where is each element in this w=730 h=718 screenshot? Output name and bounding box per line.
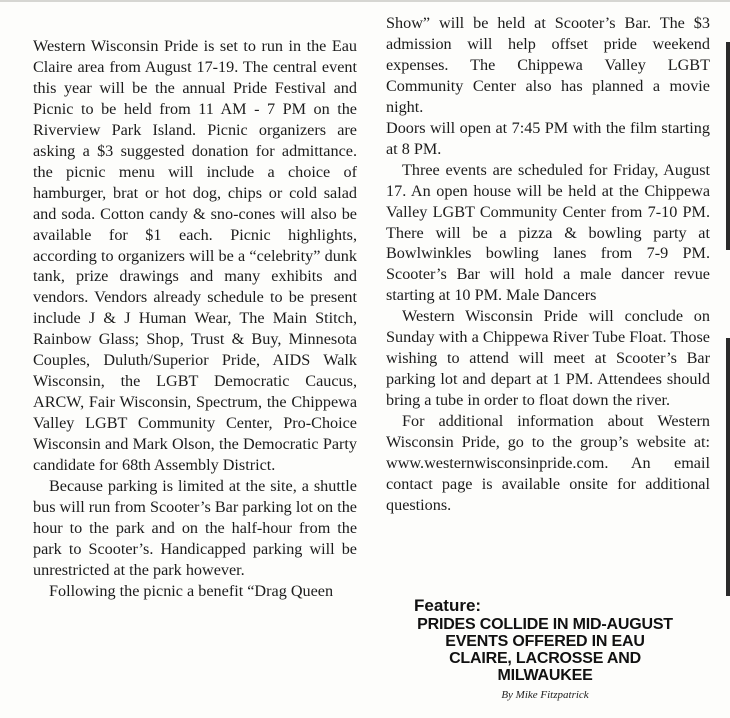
column-rule-upper (726, 42, 730, 250)
paragraph-intro: Western Wisconsin Pride is set to run in the Eau Claire area from August 17-19. The central event this year will be the annual Pride Festival and Picnic to be held from 11 AM - 7 PM on the Riverview Park Island. Picnic organizers are asking a $3 suggested donation for admittance. the picnic menu will include a choice of hamburger, brat or hot dog, chips or cold salad and soda. Cotton candy & sno-cones will also be available for $1 each. Picnic highlights, according to organizers will be a “celebrity” dunk tank, prize drawings and many exhibits and vendors. Vendors already schedule to be present include J & J Human Wear, The Main Stitch, Rainbow Glass; Shop, Trust & Buy, Minnesota Couples, Duluth/Superior Pride, AIDS Walk Wisconsin, the LGBT Democratic Caucus, ARCW, Fair Wisconsin, Spectrum, the Chippewa Valley LGBT Community Center, Pro-Choice Wisconsin and Mark Olson, the Democratic Party candidate for 68th Assembly District. (33, 37, 357, 475)
paragraph-sunday-float: Western Wisconsin Pride will conclude on Sunday with a Chippewa River Tube Float. Those wishing to attend will meet at Scooter’s Bar parking lot and depart at 1 PM. Attendees should bring a tube in order to float down the river. (386, 307, 710, 410)
byline: By Mike Fitzpatrick (501, 689, 589, 701)
headline-line: CLAIRE, LACROSSE AND (449, 650, 641, 667)
top-divider (0, 0, 730, 2)
paragraph-drag-show-cont: Show” will be held at Scooter’s Bar. The $3 admission will help offset pride weekend expenses. The Chippewa Valley LGBT Community Center also has planned a movie night. (386, 14, 710, 116)
paragraph-movie-night: Doors will open at 7:45 PM with the film starting at 8 PM. (386, 118, 710, 158)
column-rule-lower (726, 338, 730, 596)
article-column-right (386, 13, 710, 595)
headline-line: EVENTS OFFERED IN EAU (445, 633, 645, 650)
paragraph-friday-events: Three events are scheduled for Friday, August 17. An open house will be held at the Chippewa Valley LGBT Community Center from 7-10 PM. There will be a pizza & bowling party at Bowlwinkles bowling lanes from 7-9 PM. Scooter’s Bar will hold a male dancer revue starting at 10 PM. Male Dancers (386, 160, 710, 305)
headline-line: MILWAUKEE (497, 667, 593, 684)
feature-label: Feature: (414, 596, 482, 615)
article-column-left (33, 36, 357, 602)
paragraph-more-info: For additional information about Western Wisconsin Pride, go to the group’s website at: www.westernwisconsinpride.com. An email contact page is available onsite for additional questions. (386, 412, 710, 514)
paragraph-drag-show-start: Following the picnic a benefit “Drag Queen (49, 581, 334, 600)
feature-headline (380, 616, 710, 684)
paragraph-parking: Because parking is limited at the site, a shuttle bus will run from Scooter’s Bar parking lot on the hour to the park and on the half-hour from the park to Scooter’s. Handicapped parking will be unrestricted at the park however. (33, 477, 357, 579)
feature-block (380, 596, 710, 701)
headline-line: PRIDES COLLIDE IN MID-AUGUST (417, 616, 673, 633)
